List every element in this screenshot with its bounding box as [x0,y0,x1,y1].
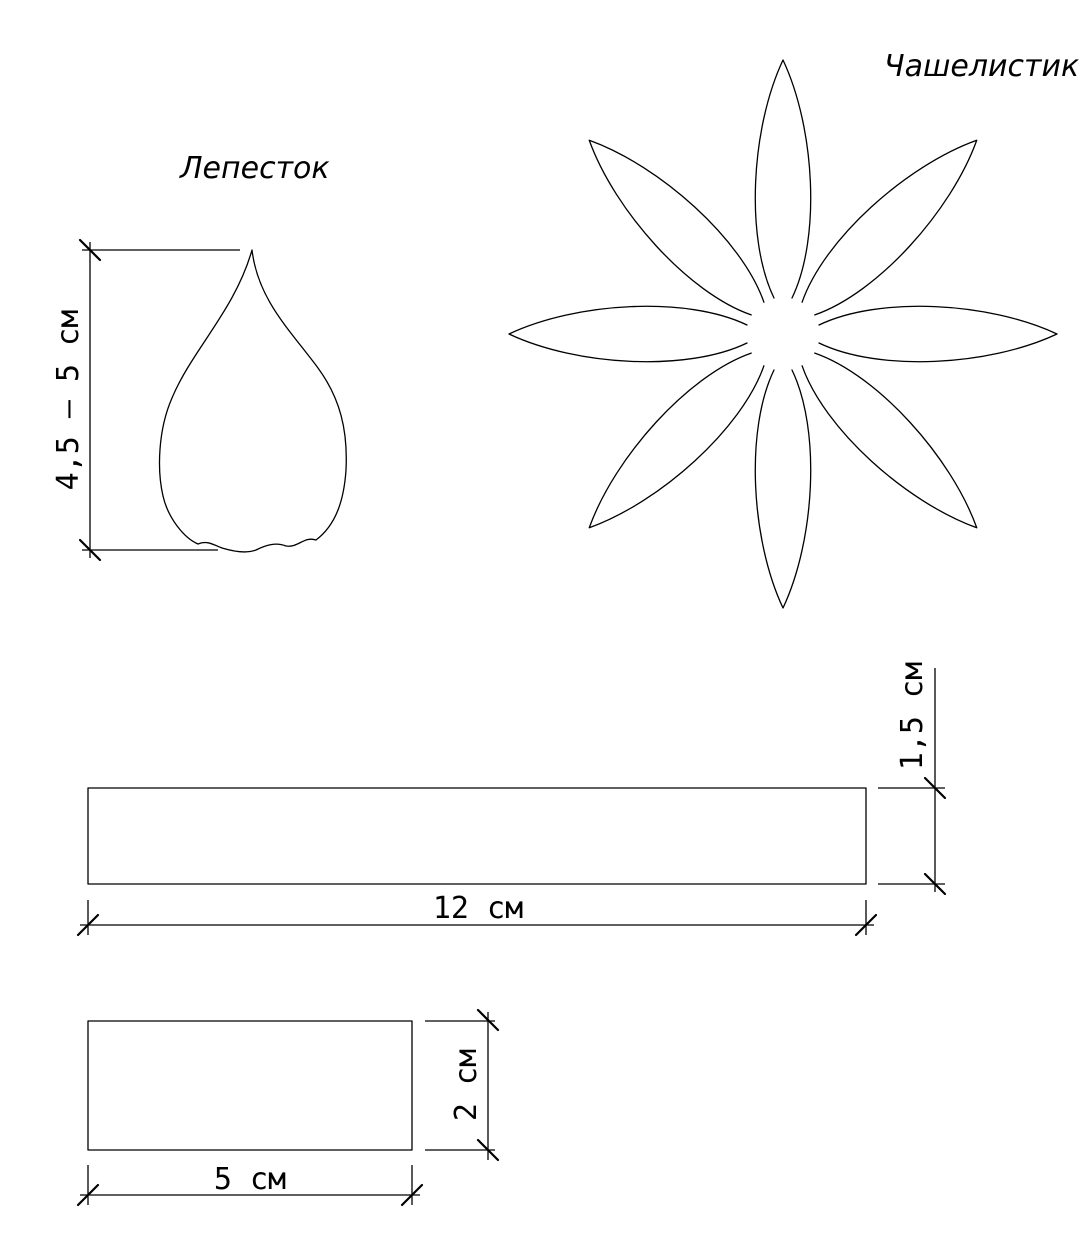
sepal-group [509,49,1079,608]
strip-short-rect [88,1021,412,1150]
petal-group [51,151,346,560]
strip-long-group [78,662,945,935]
sepal-lobe [755,370,810,608]
sepal-title: Чашелистик [884,49,1080,84]
petal-height-label: 4,5 – 5 см [51,309,86,491]
sepal-lobe [509,306,747,361]
strip-long-height-label: 1,5 см [895,661,930,771]
sepal-lobe [755,60,810,298]
sepal-lobe [570,121,777,328]
sepal-lobe [819,306,1057,361]
petal-shape [160,250,347,552]
strip-short-width-label: 5 см [213,1162,287,1197]
sepal-lobe [570,340,777,547]
sepal-lobe [789,340,996,547]
sepal-shape [509,60,1057,608]
sepal-lobe [789,121,996,328]
petal-title: Лепесток [180,151,330,186]
strip-short-height-label: 2 см [449,1048,484,1122]
strip-long-width-label: 12 см [432,891,524,926]
strip-long-rect [88,788,866,884]
strip-short-group [78,1010,498,1205]
